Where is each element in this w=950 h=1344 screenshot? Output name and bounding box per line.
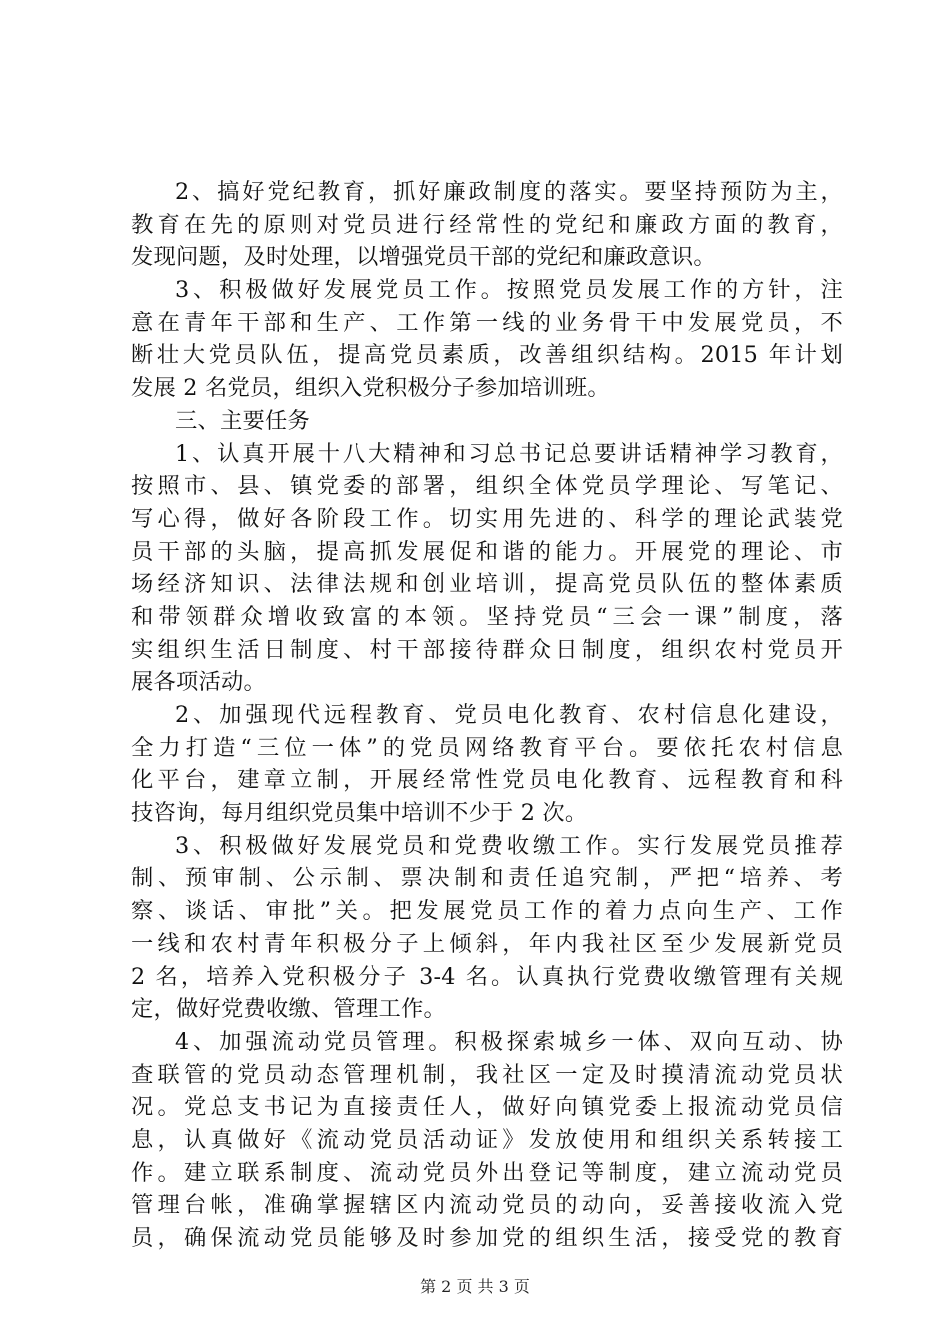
text-line: 息，认真做好《流动党员活动证》发放使用和组织关系转接工	[131, 1126, 843, 1153]
text-line: 管理台帐，准确掌握辖区内流动党员的动向，妥善接收流入党	[131, 1192, 843, 1219]
text-line: 作。建立联系制度、流动党员外出登记等制度，建立流动党员	[131, 1159, 843, 1186]
text-line: 教育在先的原则对党员进行经常性的党纪和廉政方面的教育，	[131, 211, 843, 238]
text-line: 场经济知识、法律法规和创业培训，提高党员队伍的整体素质	[131, 571, 843, 598]
text-line: 2、加强现代远程教育、党员电化教育、农村信息化建设，	[175, 702, 843, 728]
text-line: 写心得，做好各阶段工作。切实用先进的、科学的理论武装党	[131, 505, 843, 532]
text-line: 况。党总支书记为直接责任人，做好向镇党委上报流动党员信	[131, 1094, 843, 1121]
text-line: 4、加强流动党员管理。积极探索城乡一体、双向互动、协	[175, 1028, 843, 1055]
text-line: 展各项活动。	[131, 669, 266, 696]
text-line: 全力打造“三位一体”的党员网络教育平台。要依托农村信息	[131, 734, 843, 761]
text-line: 按照市、县、镇党委的部署，组织全体党员学理论、写笔记、	[131, 473, 843, 500]
text-line: 2、搞好党纪教育，抓好廉政制度的落实。要坚持预防为主，	[175, 179, 843, 205]
text-line: 实组织生活日制度、村干部接待群众日制度，组织农村党员开	[131, 636, 843, 663]
text-line: 2 名，培养入党积极分子 3-4 名。认真执行党费收缴管理有关规	[131, 963, 843, 990]
text-line: 1、认真开展十八大精神和习总书记总要讲话精神学习教育，	[175, 440, 843, 467]
text-line: 查联管的党员动态管理机制，我社区一定及时摸清流动党员状	[131, 1061, 843, 1088]
text-line: 技咨询，每月组织党员集中培训不少于 2 次。	[131, 800, 588, 827]
document-body	[131, 176, 843, 1255]
text-line: 一线和农村青年积极分子上倾斜，年内我社区至少发展新党员	[131, 930, 843, 957]
page-footer: 第 2 页 共 3 页	[420, 1277, 530, 1296]
text-line: 员干部的头脑，提高抓发展促和谐的能力。开展党的理论、市	[131, 538, 843, 565]
text-line: 发展 2 名党员，组织入党积极分子参加培训班。	[131, 375, 610, 402]
text-line: 3、积极做好发展党员和党费收缴工作。实行发展党员推荐	[175, 832, 843, 859]
text-line: 员，确保流动党员能够及时参加党的组织生活，接受党的教育	[131, 1225, 843, 1251]
text-line: 化平台，建章立制，开展经常性党员电化教育、远程教育和科	[131, 767, 843, 794]
text-line: 和带领群众增收致富的本领。坚持党员“三会一课”制度，落	[131, 603, 843, 630]
text-line: 意在青年干部和生产、工作第一线的业务骨干中发展党员，不	[131, 309, 843, 336]
text-line: 察、谈话、审批”关。把发展党员工作的着力点向生产、工作	[131, 898, 843, 925]
text-line: 发现问题，及时处理，以增强党员干部的党纪和廉政意识。	[131, 244, 716, 271]
text-line: 定，做好党费收缴、管理工作。	[131, 996, 446, 1023]
text-line: 断壮大党员队伍，提高党员素质，改善组织结构。2015 年计划	[131, 342, 843, 369]
text-line: 3、积极做好发展党员工作。按照党员发展工作的方针，注	[175, 277, 843, 304]
text-line: 三、主要任务	[175, 407, 310, 434]
text-line: 制、预审制、公示制、票决制和责任追究制，严把“培养、考	[131, 865, 843, 892]
